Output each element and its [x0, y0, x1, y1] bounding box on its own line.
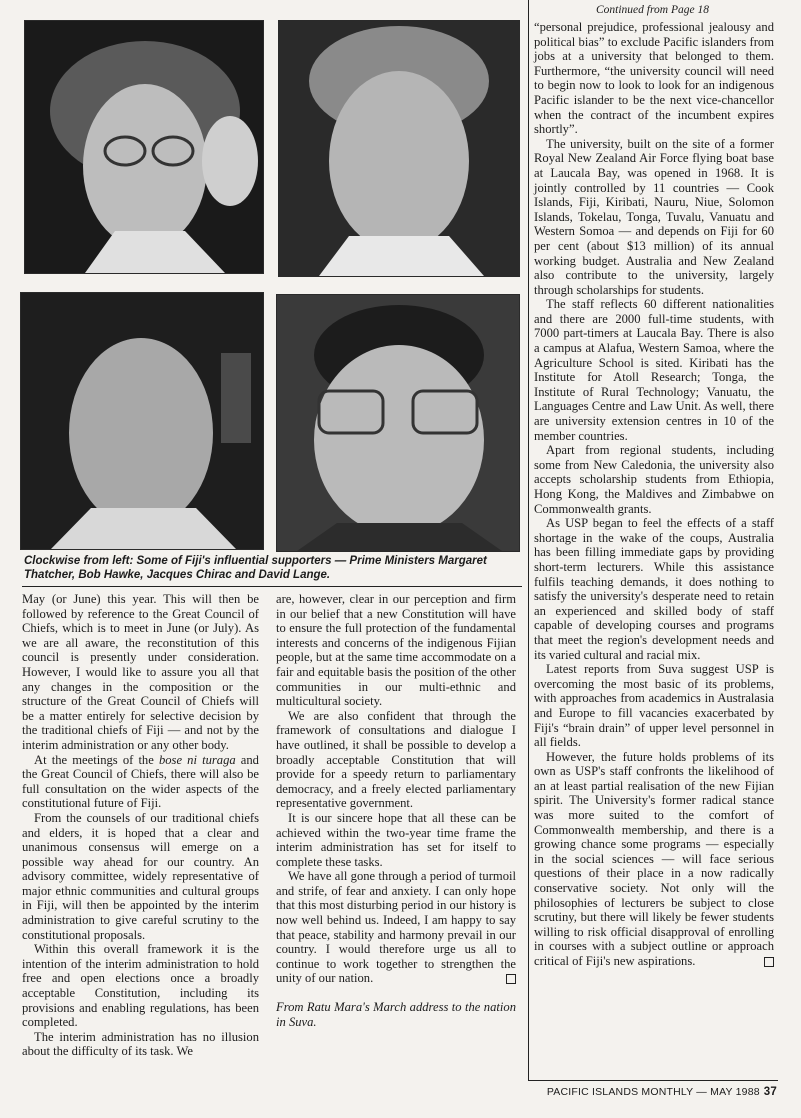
paragraph: Within this overall framework it is the intention of the interim administration to hold free and open elections once a broadly acceptable Constitution, including its provisions and enabling regulations, has been completed. — [22, 942, 259, 1030]
fijian-term: bose ni turaga — [158, 752, 236, 767]
photo-caption: Clockwise from left: Some of Fiji's influential supporters — Prime Ministers Margaret Thatcher, Bob Hawke, Jacques Chirac and David Lange. — [24, 555, 487, 581]
paragraph: The interim administration has no illusion about the difficulty of its task. We — [22, 1029, 259, 1059]
photo-jacques-chirac — [20, 292, 264, 550]
photo-margaret-thatcher — [24, 20, 264, 274]
photo-bob-hawke — [278, 20, 520, 277]
footer-rule — [528, 1080, 778, 1081]
caption-rule — [22, 586, 522, 587]
paragraph: We are also confident that through the framework of consultations and dialogue I have outlined, it shall be possible to develop a broadly acceptable Constitution that will provide for a speedy return to parliamentary democracy, and a freely elected parliamentary representative government. — [276, 708, 516, 811]
paragraph: The staff reflects 60 different nationalities and there are 2000 full-time students, with 7000 part-timers at Laucala Bay. There is also a campus at Alafua, Western Samoa, where the Agriculture School is sited. Kiribati has the Institute for Atoll Research; Tonga, the Institute of Rural Technology; Vanuatu, the Languages Centre and Law Unit. As well, there are university extension centres in 10 of the member countries. — [534, 297, 774, 443]
column-rule — [528, 0, 529, 1080]
paragraph — [276, 869, 516, 986]
paragraph: Latest reports from Suva suggest USP is overcoming the most basic of its problems, with approaches from academics in Australasia and Europe to fill vacancies exacerbated by Fiji's “brain drain” of upper level personnel in all fields. — [534, 662, 774, 750]
end-mark-icon — [764, 957, 774, 967]
paragraph: From the counsels of our traditional chiefs and elders, it is hoped that a clear and unanimous consensus will emerge on a possible way ahead for our country. An advisory committee, widely representative of major ethnic communities and cultural groups in Fiji, will then be appointed by the interim administration to give careful scrutiny to the constitutional proposals. — [22, 810, 259, 942]
paragraph: The university, built on the site of a former Royal New Zealand Air Force flying boat base at Laucala Bay, was opened in 1968. It is jointly controlled by 11 countries — Cook Islands, Fiji, Kiribati, Nauru, Niue, Solomon Islands, Tokelau, Tonga, Tuvalu, Vanuatu and Western Somoa — and depends on Fiji for 60 per cent (about $13 million) of its annual working budget. Australia and New Zealand also contribute to the university, largely through scholarships for students. — [534, 136, 774, 297]
photo-david-lange — [276, 294, 520, 552]
paragraph: Apart from regional students, including some from New Caledonia, the university also accepts scholarship students from Ethiopia, Hong Kong, the Maldives and Zimbabwe on Commonwealth grants. — [534, 443, 774, 516]
paragraph — [22, 753, 259, 811]
end-mark-icon — [506, 974, 516, 984]
paragraph: “personal prejudice, professional jealousy and political bias” to exclude Pacific islanders from jobs at a university that belonged to them. Furthermore, “the university council will need to begin now to look to look for an indigenous Pacific islander to be the next vice-chancellor when the contract of the incumbent expires shortly”. — [534, 20, 774, 137]
source-note: From Ratu Mara's March address to the nation in Suva. — [276, 1000, 516, 1029]
paragraph-text: However, the future holds problems of its own as USP's staff confronts the likelihood of an at least partial realisation of the new Fijian spirit. The University's former radical stance was more suited to the comfort of Commonwealth membership, and there is a growing chance some programs — especially in the social sciences — will face serious questions of their place in a now radically conservative society. Not only will the philosophies of lecturers be subject to close scrutiny, but there will likely be fewer students willing to risk official disapproval of enrolling in courses with a subject outline or approach critical of Fiji's new aspirations. — [534, 749, 774, 968]
continued-from: Continued from Page 18 — [596, 4, 709, 16]
publication-line: PACIFIC ISLANDS MONTHLY — MAY 1988 — [546, 1086, 760, 1098]
page-footer — [547, 1086, 777, 1098]
article-column-2 — [276, 592, 516, 1029]
paragraph-text: At the meetings of the — [34, 752, 159, 767]
paragraph: are, however, clear in our perception and firm in our belief that a new Constitution will have to ensure the full protection of the fundamental interests and concerns of the indigenous Fijian people, but at the same time accommodate on a fair and equitable basis the position of the other communities in our multi-ethnic and multicultural society. — [276, 592, 516, 709]
paragraph: It is our sincere hope that all these can be achieved within the two-year time frame the interim administration has set for itself to complete these tasks. — [276, 810, 516, 869]
paragraph: May (or June) this year. This will then be followed by reference to the Great Council of Chiefs, which is to meet in June (or July). As we are all aware, the reconstitution of this council is presently under consideration. However, I would like to assure you all that any changes in the composition or the structure of the Great Council of Chiefs will be a matter entirely for selective decision by the traditional chiefs of Fiji — and not by the interim administration or any other body. — [22, 592, 259, 752]
paragraph: As USP began to feel the effects of a staff shortage in the wake of the coups, Australia has been filling immediate gaps by providing short-term lecturers. While this assistance fulfils teaching demands, it does nothing to satisfy the university's desperate need to retain an experienced and skilled body of staff capable of developing courses and programs that meet the region's development needs and its varied cultural and racial mix. — [534, 516, 774, 662]
article-column-3 — [534, 20, 774, 969]
paragraph-text: and the Great Council of Chiefs, there will also be full consultation on the wider aspects of the constitutional future of Fiji. — [22, 752, 259, 811]
article-column-1 — [22, 592, 259, 1059]
paragraph-text: We have all gone through a period of turmoil and strife, of fear and anxiety. I can only hope that this most disturbing period in our history is now well behind us. Indeed, I am happy to say that peace, stability and harmony prevail in our country. I would therefore urge us all to continue to work together to strengthen the unity of our nation. — [276, 869, 516, 986]
paragraph — [534, 750, 774, 969]
page-number: 37 — [763, 1086, 777, 1098]
